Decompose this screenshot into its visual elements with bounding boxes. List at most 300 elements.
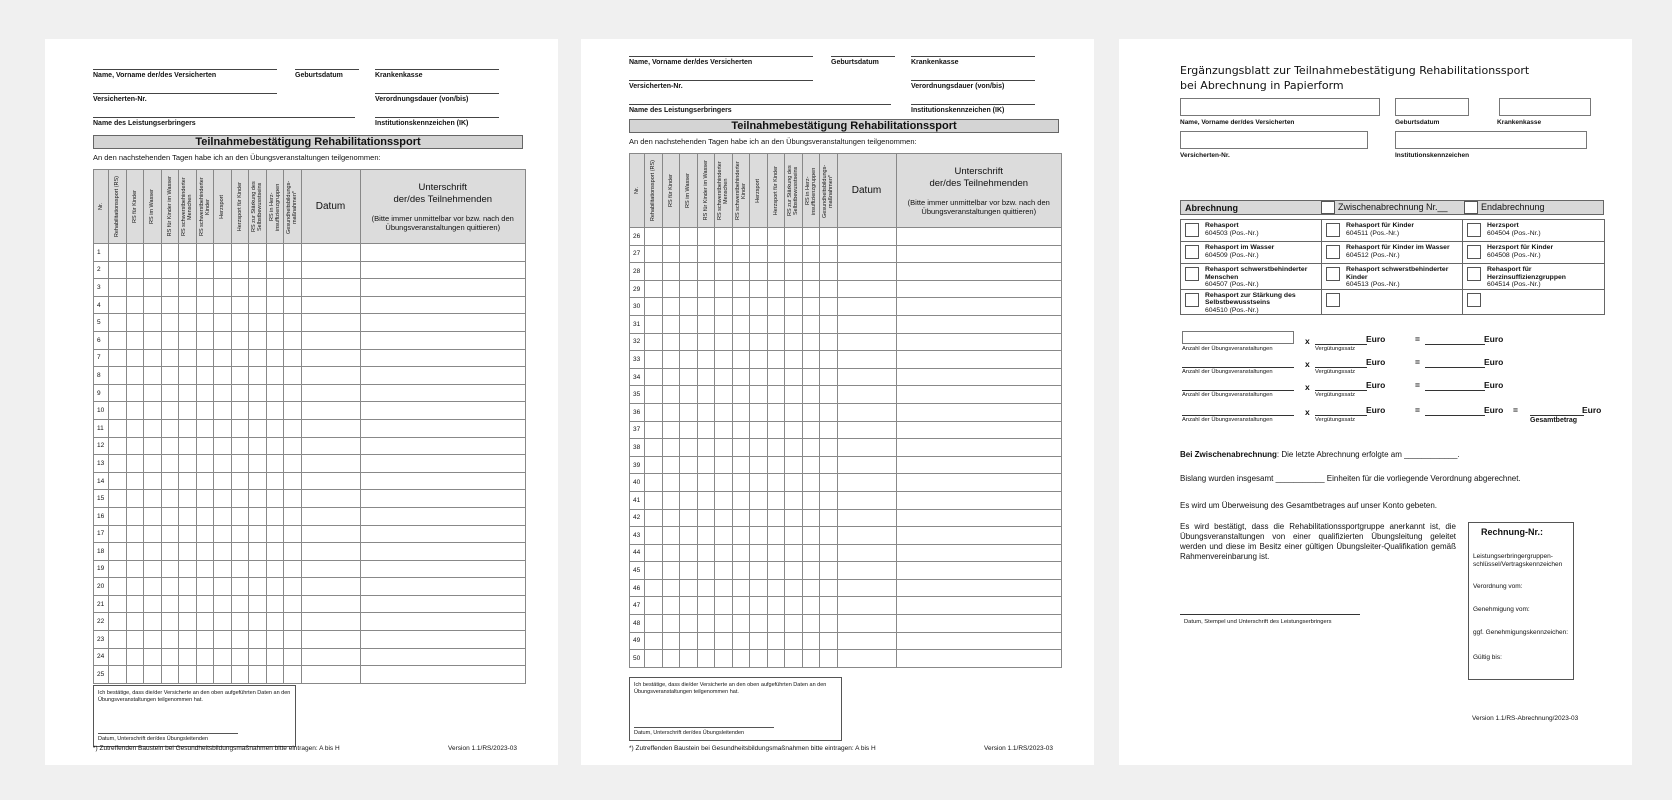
attendance-checkbox-cell[interactable] [161, 419, 179, 437]
attendance-checkbox-cell[interactable] [802, 615, 820, 633]
attendance-checkbox-cell[interactable] [144, 261, 162, 279]
attendance-checkbox-cell[interactable] [266, 578, 284, 596]
sport-type-checkbox[interactable] [1467, 245, 1481, 259]
attendance-checkbox-cell[interactable] [750, 562, 768, 580]
attendance-checkbox-cell[interactable] [697, 615, 715, 633]
attendance-checkbox-cell[interactable] [715, 474, 733, 492]
attendance-checkbox-cell[interactable] [126, 279, 144, 297]
attendance-checkbox-cell[interactable] [196, 490, 214, 508]
date-cell[interactable] [837, 544, 896, 562]
attendance-checkbox-cell[interactable] [266, 490, 284, 508]
name-field[interactable] [93, 69, 277, 79]
attendance-checkbox-cell[interactable] [767, 263, 785, 281]
attendance-checkbox-cell[interactable] [820, 544, 838, 562]
attendance-checkbox-cell[interactable] [179, 437, 197, 455]
attendance-checkbox-cell[interactable] [715, 491, 733, 509]
attendance-checkbox-cell[interactable] [750, 315, 768, 333]
attendance-checkbox-cell[interactable] [144, 578, 162, 596]
attendance-checkbox-cell[interactable] [715, 615, 733, 633]
signature-cell[interactable] [896, 263, 1062, 281]
attendance-checkbox-cell[interactable] [750, 351, 768, 369]
attendance-checkbox-cell[interactable] [266, 613, 284, 631]
attendance-checkbox-cell[interactable] [680, 579, 698, 597]
attendance-checkbox-cell[interactable] [196, 261, 214, 279]
attendance-checkbox-cell[interactable] [266, 648, 284, 666]
attendance-checkbox-cell[interactable] [266, 419, 284, 437]
attendance-checkbox-cell[interactable] [126, 543, 144, 561]
attendance-checkbox-cell[interactable] [144, 472, 162, 490]
attendance-checkbox-cell[interactable] [249, 279, 267, 297]
attendance-checkbox-cell[interactable] [266, 595, 284, 613]
attendance-checkbox-cell[interactable] [249, 490, 267, 508]
attendance-checkbox-cell[interactable] [680, 403, 698, 421]
attendance-checkbox-cell[interactable] [732, 579, 750, 597]
date-cell[interactable] [301, 666, 360, 684]
signature-cell[interactable] [360, 666, 526, 684]
attendance-checkbox-cell[interactable] [802, 439, 820, 457]
attendance-checkbox-cell[interactable] [144, 331, 162, 349]
attendance-checkbox-cell[interactable] [284, 384, 302, 402]
attendance-checkbox-cell[interactable] [732, 263, 750, 281]
signature-cell[interactable] [896, 368, 1062, 386]
attendance-checkbox-cell[interactable] [214, 631, 232, 649]
attendance-checkbox-cell[interactable] [284, 613, 302, 631]
attendance-checkbox-cell[interactable] [109, 613, 127, 631]
attendance-checkbox-cell[interactable] [767, 650, 785, 668]
attendance-checkbox-cell[interactable] [161, 578, 179, 596]
insured-no-field[interactable] [629, 80, 813, 90]
attendance-checkbox-cell[interactable] [161, 543, 179, 561]
attendance-checkbox-cell[interactable] [785, 650, 803, 668]
attendance-checkbox-cell[interactable] [161, 507, 179, 525]
attendance-checkbox-cell[interactable] [144, 279, 162, 297]
insured-no-input[interactable] [1180, 131, 1368, 149]
attendance-checkbox-cell[interactable] [820, 280, 838, 298]
attendance-checkbox-cell[interactable] [732, 386, 750, 404]
sport-type-cell[interactable] [1463, 289, 1605, 315]
attendance-checkbox-cell[interactable] [662, 403, 680, 421]
attendance-checkbox-cell[interactable] [231, 349, 249, 367]
attendance-checkbox-cell[interactable] [732, 527, 750, 545]
attendance-checkbox-cell[interactable] [750, 263, 768, 281]
attendance-checkbox-cell[interactable] [284, 595, 302, 613]
attendance-checkbox-cell[interactable] [750, 544, 768, 562]
date-cell[interactable] [837, 368, 896, 386]
attendance-checkbox-cell[interactable] [214, 595, 232, 613]
signature-cell[interactable] [896, 509, 1062, 527]
attendance-checkbox-cell[interactable] [266, 631, 284, 649]
attendance-checkbox-cell[interactable] [109, 296, 127, 314]
attendance-checkbox-cell[interactable] [715, 421, 733, 439]
attendance-checkbox-cell[interactable] [214, 666, 232, 684]
attendance-checkbox-cell[interactable] [802, 527, 820, 545]
attendance-checkbox-cell[interactable] [820, 615, 838, 633]
period-field[interactable] [375, 93, 499, 103]
date-cell[interactable] [837, 456, 896, 474]
sport-type-checkbox[interactable] [1467, 293, 1481, 307]
attendance-checkbox-cell[interactable] [680, 456, 698, 474]
attendance-checkbox-cell[interactable] [109, 490, 127, 508]
attendance-checkbox-cell[interactable] [750, 245, 768, 263]
attendance-checkbox-cell[interactable] [284, 349, 302, 367]
attendance-checkbox-cell[interactable] [662, 579, 680, 597]
count-input[interactable] [1182, 367, 1294, 368]
attendance-checkbox-cell[interactable] [680, 474, 698, 492]
attendance-checkbox-cell[interactable] [109, 525, 127, 543]
attendance-checkbox-cell[interactable] [126, 402, 144, 420]
date-cell[interactable] [837, 421, 896, 439]
attendance-checkbox-cell[interactable] [645, 298, 663, 316]
attendance-checkbox-cell[interactable] [802, 298, 820, 316]
attendance-checkbox-cell[interactable] [266, 244, 284, 262]
attendance-checkbox-cell[interactable] [179, 666, 197, 684]
attendance-checkbox-cell[interactable] [645, 544, 663, 562]
attendance-checkbox-cell[interactable] [732, 280, 750, 298]
attendance-checkbox-cell[interactable] [767, 491, 785, 509]
attendance-checkbox-cell[interactable] [715, 544, 733, 562]
attendance-checkbox-cell[interactable] [645, 439, 663, 457]
attendance-checkbox-cell[interactable] [820, 298, 838, 316]
rate-input[interactable] [1315, 344, 1367, 345]
date-cell[interactable] [301, 472, 360, 490]
attendance-checkbox-cell[interactable] [662, 456, 680, 474]
attendance-checkbox-cell[interactable] [820, 527, 838, 545]
attendance-checkbox-cell[interactable] [732, 597, 750, 615]
attendance-checkbox-cell[interactable] [750, 509, 768, 527]
attendance-checkbox-cell[interactable] [767, 527, 785, 545]
attendance-checkbox-cell[interactable] [662, 421, 680, 439]
attendance-checkbox-cell[interactable] [231, 437, 249, 455]
attendance-checkbox-cell[interactable] [767, 632, 785, 650]
attendance-checkbox-cell[interactable] [196, 244, 214, 262]
attendance-checkbox-cell[interactable] [284, 631, 302, 649]
attendance-checkbox-cell[interactable] [785, 386, 803, 404]
attendance-checkbox-cell[interactable] [785, 597, 803, 615]
attendance-checkbox-cell[interactable] [802, 474, 820, 492]
attendance-checkbox-cell[interactable] [785, 228, 803, 246]
attendance-checkbox-cell[interactable] [697, 579, 715, 597]
attendance-checkbox-cell[interactable] [266, 384, 284, 402]
attendance-checkbox-cell[interactable] [179, 595, 197, 613]
attendance-checkbox-cell[interactable] [144, 631, 162, 649]
date-cell[interactable] [301, 507, 360, 525]
attendance-checkbox-cell[interactable] [161, 296, 179, 314]
subtotal-input[interactable] [1425, 390, 1485, 391]
attendance-checkbox-cell[interactable] [214, 560, 232, 578]
attendance-checkbox-cell[interactable] [802, 228, 820, 246]
attendance-checkbox-cell[interactable] [144, 437, 162, 455]
attendance-checkbox-cell[interactable] [750, 298, 768, 316]
attendance-checkbox-cell[interactable] [697, 298, 715, 316]
signature-cell[interactable] [360, 279, 526, 297]
attendance-checkbox-cell[interactable] [820, 456, 838, 474]
attendance-checkbox-cell[interactable] [179, 402, 197, 420]
attendance-checkbox-cell[interactable] [785, 579, 803, 597]
attendance-checkbox-cell[interactable] [214, 543, 232, 561]
attendance-checkbox-cell[interactable] [767, 439, 785, 457]
attendance-checkbox-cell[interactable] [662, 491, 680, 509]
attendance-checkbox-cell[interactable] [109, 331, 127, 349]
date-cell[interactable] [837, 562, 896, 580]
attendance-checkbox-cell[interactable] [249, 402, 267, 420]
attendance-checkbox-cell[interactable] [697, 491, 715, 509]
attendance-checkbox-cell[interactable] [196, 595, 214, 613]
attendance-checkbox-cell[interactable] [802, 509, 820, 527]
attendance-checkbox-cell[interactable] [144, 507, 162, 525]
date-cell[interactable] [837, 298, 896, 316]
attendance-checkbox-cell[interactable] [284, 507, 302, 525]
attendance-checkbox-cell[interactable] [645, 228, 663, 246]
attendance-checkbox-cell[interactable] [645, 597, 663, 615]
attendance-checkbox-cell[interactable] [249, 296, 267, 314]
attendance-checkbox-cell[interactable] [109, 648, 127, 666]
date-cell[interactable] [837, 280, 896, 298]
attendance-checkbox-cell[interactable] [284, 455, 302, 473]
attendance-checkbox-cell[interactable] [231, 666, 249, 684]
insurer-field[interactable] [375, 69, 499, 79]
attendance-checkbox-cell[interactable] [179, 331, 197, 349]
date-cell[interactable] [837, 509, 896, 527]
attendance-checkbox-cell[interactable] [196, 314, 214, 332]
attendance-checkbox-cell[interactable] [662, 474, 680, 492]
attendance-checkbox-cell[interactable] [231, 455, 249, 473]
signature-cell[interactable] [896, 491, 1062, 509]
sport-type-checkbox[interactable] [1326, 245, 1340, 259]
attendance-checkbox-cell[interactable] [284, 402, 302, 420]
attendance-checkbox-cell[interactable] [785, 403, 803, 421]
date-cell[interactable] [301, 631, 360, 649]
attendance-checkbox-cell[interactable] [767, 245, 785, 263]
attendance-checkbox-cell[interactable] [802, 579, 820, 597]
attendance-checkbox-cell[interactable] [109, 631, 127, 649]
attendance-checkbox-cell[interactable] [266, 507, 284, 525]
attendance-checkbox-cell[interactable] [144, 490, 162, 508]
sport-type-cell[interactable] [1322, 264, 1463, 290]
attendance-checkbox-cell[interactable] [802, 386, 820, 404]
signature-cell[interactable] [360, 402, 526, 420]
attendance-checkbox-cell[interactable] [697, 403, 715, 421]
attendance-checkbox-cell[interactable] [231, 631, 249, 649]
trainer-confirmation-box[interactable] [93, 685, 296, 747]
attendance-checkbox-cell[interactable] [645, 245, 663, 263]
attendance-checkbox-cell[interactable] [109, 595, 127, 613]
signature-cell[interactable] [360, 543, 526, 561]
sport-type-checkbox[interactable] [1185, 223, 1199, 237]
attendance-checkbox-cell[interactable] [126, 349, 144, 367]
attendance-checkbox-cell[interactable] [732, 562, 750, 580]
attendance-checkbox-cell[interactable] [266, 296, 284, 314]
attendance-checkbox-cell[interactable] [750, 280, 768, 298]
attendance-checkbox-cell[interactable] [750, 597, 768, 615]
attendance-checkbox-cell[interactable] [715, 632, 733, 650]
attendance-checkbox-cell[interactable] [284, 543, 302, 561]
date-cell[interactable] [837, 615, 896, 633]
attendance-checkbox-cell[interactable] [662, 368, 680, 386]
attendance-checkbox-cell[interactable] [126, 419, 144, 437]
total-input[interactable] [1530, 415, 1584, 416]
date-cell[interactable] [301, 296, 360, 314]
attendance-checkbox-cell[interactable] [662, 298, 680, 316]
attendance-checkbox-cell[interactable] [266, 437, 284, 455]
sport-type-cell[interactable] [1322, 220, 1463, 242]
attendance-checkbox-cell[interactable] [196, 455, 214, 473]
subtotal-input[interactable] [1425, 367, 1485, 368]
attendance-checkbox-cell[interactable] [750, 632, 768, 650]
attendance-checkbox-cell[interactable] [126, 314, 144, 332]
attendance-checkbox-cell[interactable] [802, 403, 820, 421]
date-cell[interactable] [301, 419, 360, 437]
attendance-checkbox-cell[interactable] [161, 331, 179, 349]
attendance-checkbox-cell[interactable] [179, 631, 197, 649]
attendance-checkbox-cell[interactable] [767, 474, 785, 492]
signature-cell[interactable] [360, 455, 526, 473]
attendance-checkbox-cell[interactable] [662, 333, 680, 351]
attendance-checkbox-cell[interactable] [266, 279, 284, 297]
attendance-checkbox-cell[interactable] [126, 261, 144, 279]
attendance-checkbox-cell[interactable] [732, 632, 750, 650]
attendance-checkbox-cell[interactable] [697, 439, 715, 457]
attendance-checkbox-cell[interactable] [196, 578, 214, 596]
date-cell[interactable] [301, 595, 360, 613]
attendance-checkbox-cell[interactable] [750, 615, 768, 633]
attendance-checkbox-cell[interactable] [715, 368, 733, 386]
attendance-checkbox-cell[interactable] [767, 615, 785, 633]
date-cell[interactable] [837, 386, 896, 404]
attendance-checkbox-cell[interactable] [284, 314, 302, 332]
attendance-checkbox-cell[interactable] [231, 402, 249, 420]
attendance-checkbox-cell[interactable] [231, 384, 249, 402]
attendance-checkbox-cell[interactable] [196, 331, 214, 349]
date-cell[interactable] [301, 560, 360, 578]
signature-cell[interactable] [360, 349, 526, 367]
attendance-checkbox-cell[interactable] [249, 613, 267, 631]
attendance-checkbox-cell[interactable] [231, 560, 249, 578]
attendance-checkbox-cell[interactable] [697, 562, 715, 580]
attendance-checkbox-cell[interactable] [231, 367, 249, 385]
ik-input[interactable] [1395, 131, 1587, 149]
insurer-input[interactable] [1499, 98, 1591, 116]
attendance-checkbox-cell[interactable] [767, 562, 785, 580]
attendance-checkbox-cell[interactable] [196, 543, 214, 561]
attendance-checkbox-cell[interactable] [820, 439, 838, 457]
attendance-checkbox-cell[interactable] [231, 261, 249, 279]
sport-type-cell[interactable] [1463, 220, 1605, 242]
sport-type-checkbox[interactable] [1185, 245, 1199, 259]
attendance-checkbox-cell[interactable] [109, 419, 127, 437]
attendance-checkbox-cell[interactable] [249, 331, 267, 349]
signature-cell[interactable] [360, 384, 526, 402]
attendance-checkbox-cell[interactable] [680, 315, 698, 333]
attendance-checkbox-cell[interactable] [732, 474, 750, 492]
attendance-checkbox-cell[interactable] [820, 386, 838, 404]
attendance-checkbox-cell[interactable] [249, 595, 267, 613]
attendance-checkbox-cell[interactable] [231, 244, 249, 262]
attendance-checkbox-cell[interactable] [732, 368, 750, 386]
attendance-checkbox-cell[interactable] [249, 525, 267, 543]
attendance-checkbox-cell[interactable] [732, 228, 750, 246]
attendance-checkbox-cell[interactable] [249, 472, 267, 490]
attendance-checkbox-cell[interactable] [249, 314, 267, 332]
attendance-checkbox-cell[interactable] [662, 228, 680, 246]
attendance-checkbox-cell[interactable] [645, 403, 663, 421]
signature-cell[interactable] [360, 296, 526, 314]
attendance-checkbox-cell[interactable] [767, 386, 785, 404]
attendance-checkbox-cell[interactable] [820, 263, 838, 281]
attendance-checkbox-cell[interactable] [214, 314, 232, 332]
attendance-checkbox-cell[interactable] [662, 245, 680, 263]
sport-type-cell[interactable] [1463, 264, 1605, 290]
attendance-checkbox-cell[interactable] [750, 456, 768, 474]
insurer-field[interactable] [911, 56, 1035, 66]
attendance-checkbox-cell[interactable] [715, 263, 733, 281]
attendance-checkbox-cell[interactable] [284, 437, 302, 455]
attendance-checkbox-cell[interactable] [662, 351, 680, 369]
signature-cell[interactable] [896, 351, 1062, 369]
attendance-checkbox-cell[interactable] [196, 437, 214, 455]
attendance-checkbox-cell[interactable] [161, 490, 179, 508]
attendance-checkbox-cell[interactable] [802, 562, 820, 580]
attendance-checkbox-cell[interactable] [785, 280, 803, 298]
attendance-checkbox-cell[interactable] [680, 245, 698, 263]
attendance-checkbox-cell[interactable] [680, 263, 698, 281]
attendance-checkbox-cell[interactable] [179, 349, 197, 367]
signature-cell[interactable] [896, 245, 1062, 263]
signature-cell[interactable] [360, 261, 526, 279]
attendance-checkbox-cell[interactable] [284, 648, 302, 666]
date-cell[interactable] [837, 579, 896, 597]
signature-cell[interactable] [360, 331, 526, 349]
attendance-checkbox-cell[interactable] [161, 472, 179, 490]
attendance-checkbox-cell[interactable] [126, 455, 144, 473]
attendance-checkbox-cell[interactable] [161, 455, 179, 473]
signature-cell[interactable] [360, 419, 526, 437]
date-cell[interactable] [301, 279, 360, 297]
attendance-checkbox-cell[interactable] [109, 367, 127, 385]
attendance-checkbox-cell[interactable] [645, 368, 663, 386]
attendance-checkbox-cell[interactable] [802, 632, 820, 650]
attendance-checkbox-cell[interactable] [109, 472, 127, 490]
attendance-checkbox-cell[interactable] [785, 315, 803, 333]
signature-cell[interactable] [360, 472, 526, 490]
attendance-checkbox-cell[interactable] [802, 263, 820, 281]
attendance-checkbox-cell[interactable] [266, 367, 284, 385]
attendance-checkbox-cell[interactable] [785, 245, 803, 263]
rate-input[interactable] [1315, 367, 1367, 368]
attendance-checkbox-cell[interactable] [767, 579, 785, 597]
attendance-checkbox-cell[interactable] [820, 562, 838, 580]
attendance-checkbox-cell[interactable] [732, 333, 750, 351]
attendance-checkbox-cell[interactable] [126, 525, 144, 543]
attendance-checkbox-cell[interactable] [820, 315, 838, 333]
date-cell[interactable] [837, 491, 896, 509]
trainer-confirmation-box[interactable] [629, 677, 842, 741]
attendance-checkbox-cell[interactable] [266, 543, 284, 561]
signature-cell[interactable] [896, 544, 1062, 562]
attendance-checkbox-cell[interactable] [732, 245, 750, 263]
attendance-checkbox-cell[interactable] [161, 402, 179, 420]
attendance-checkbox-cell[interactable] [249, 648, 267, 666]
signature-cell[interactable] [896, 597, 1062, 615]
sport-type-checkbox[interactable] [1326, 267, 1340, 281]
attendance-checkbox-cell[interactable] [109, 279, 127, 297]
attendance-checkbox-cell[interactable] [284, 578, 302, 596]
attendance-checkbox-cell[interactable] [231, 543, 249, 561]
provider-field[interactable] [629, 104, 891, 114]
attendance-checkbox-cell[interactable] [820, 421, 838, 439]
attendance-checkbox-cell[interactable] [266, 349, 284, 367]
attendance-checkbox-cell[interactable] [109, 543, 127, 561]
attendance-checkbox-cell[interactable] [179, 578, 197, 596]
